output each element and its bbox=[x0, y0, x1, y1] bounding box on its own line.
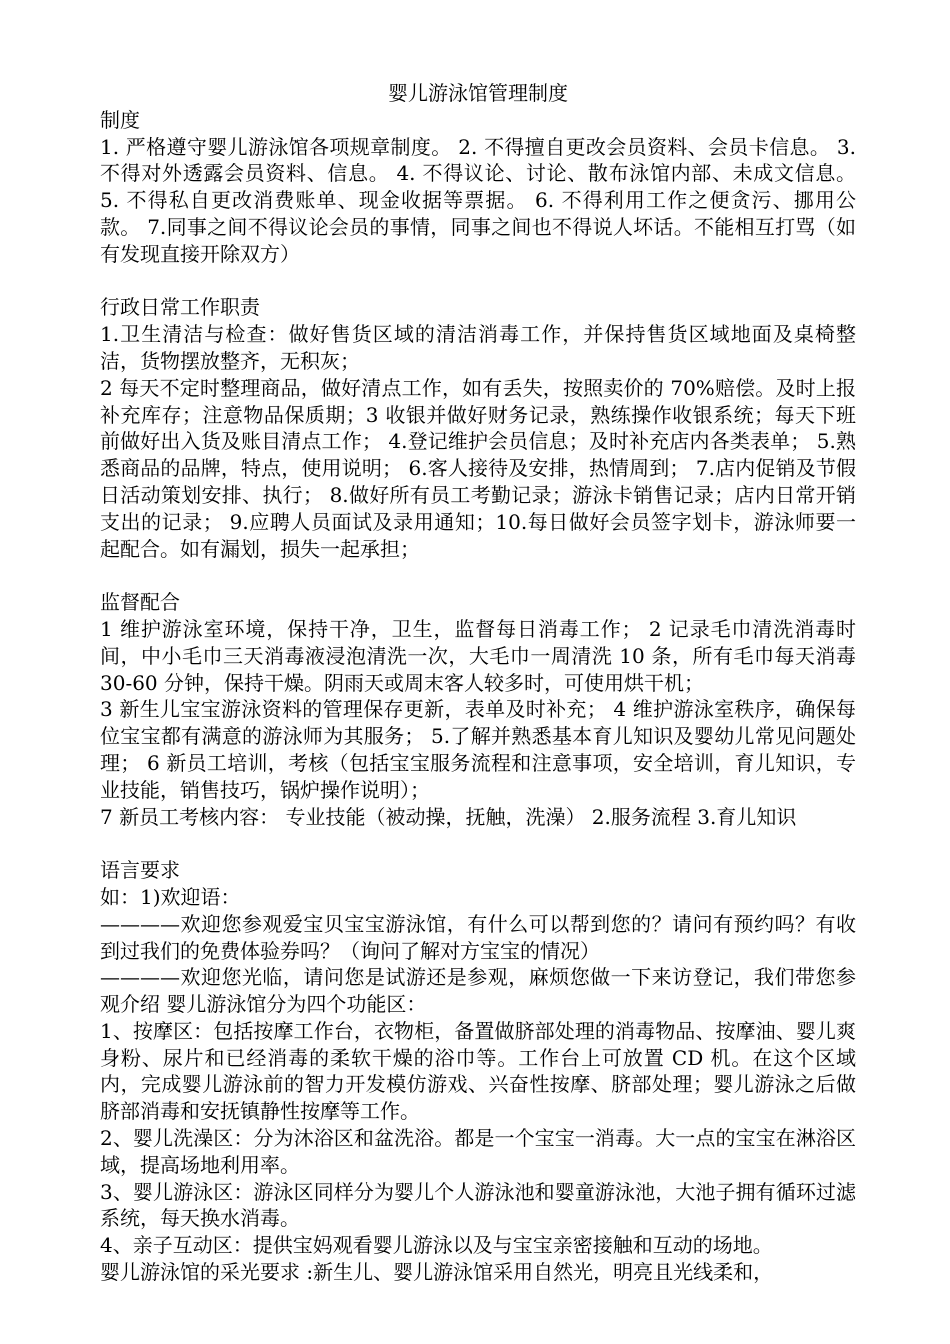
document-title: 婴儿游泳馆管理制度 bbox=[388, 81, 568, 105]
blank-line bbox=[100, 268, 856, 295]
paragraph: 3 新生儿宝宝游泳资料的管理保存更新，表单及时补充； 4 维护游泳室秩序，确保每位宝宝都有满意的游泳师为其服务； 5.了解并熟悉基本育儿知识及婴幼儿常见问题处理； 6 新员工培训，考核（包括宝宝服务流程和注意事项，安全培训，育儿知识，专业技能，销售技巧，锅炉操作说明）； bbox=[100, 697, 856, 802]
paragraph: 婴儿游泳馆的采光要求 :新生儿、婴儿游泳馆采用自然光，明亮且光线柔和， bbox=[100, 1260, 774, 1285]
paragraph: 1.卫生清洁与检查：做好售货区域的清洁消毒工作，并保持售货区域地面及桌椅整洁，货物摆放整齐，无积灰； bbox=[100, 322, 856, 373]
paragraph: 4、亲子互动区：提供宝妈观看婴儿游泳以及与宝宝亲密接触和互动的场地。 bbox=[100, 1233, 773, 1258]
paragraph: 1. 严格遵守婴儿游泳馆各项规章制度。 2. 不得擅自更改会员资料、会员卡信息。 3. 不得对外透露会员资料、信息。 4. 不得议论、讨论、散布泳馆内部、未成文信息。 5. 不得私自更改消费账单、现金收据等票据。 6. 不得利用工作之便贪污、挪用公款。 7.同事之间不得议论会员的事情，同事之间也不得说人坏话。不能相互打骂（如有发现直接开除双方） bbox=[100, 134, 856, 266]
paragraph: ————欢迎您参观爱宝贝宝宝游泳馆，有什么可以帮到您的？请问有预约吗？有收到过我们的免费体验券吗？（询问了解对方宝宝的情况） bbox=[100, 911, 856, 963]
blank-line bbox=[100, 562, 856, 589]
blank-line bbox=[100, 830, 856, 857]
paragraph: 1 维护游泳室环境，保持干净，卫生，监督每日消毒工作； 2 记录毛巾清洗消毒时间，中小毛巾三天消毒液浸泡清洗一次，大毛巾一周清洗 10 条，所有毛巾每天消毒 30-60 分钟，保持干燥。阴雨天或周末客人较多时，可使用烘干机； bbox=[100, 616, 856, 695]
paragraph: 1、按摩区：包括按摩工作台，衣物柜，备置做脐部处理的消毒物品、按摩油、婴儿爽身粉、尿片和已经消毒的柔软干燥的浴巾等。工作台上可放置 CD 机。在这个区域内，完成婴儿游泳前的智力开发模仿游戏、兴奋性按摩、脐部处理；婴儿游泳之后做脐部消毒和安抚镇静性按摩等工作。 bbox=[100, 1018, 856, 1124]
paragraph: 如：1)欢迎语： bbox=[100, 884, 241, 909]
paragraph: 3、婴儿游泳区：游泳区同样分为婴儿个人游泳池和婴童游泳池，大池子拥有循环过滤系统，每天换水消毒。 bbox=[100, 1179, 856, 1231]
section-heading-language: 语言要求 bbox=[100, 858, 180, 883]
paragraph: 2 每天不定时整理商品，做好清点工作，如有丢失，按照卖价的 70%赔偿。及时上报补充库存；注意物品保质期；3 收银并做好财务记录，熟练操作收银系统；每天下班前做好出入货及账目清点工作； 4.登记维护会员信息；及时补充店内各类表单； 5.熟悉商品的品牌，特点，使用说明； 6.客人接待及安排，热情周到； 7.店内促销及节假日活动策划安排、执行； 8.做好所有员工考勤记录；游泳卡销售记录；店内日常开销支出的记录； 9.应聘人员面试及录用通知；10.每日做好会员签字划卡，游泳师要一起配合。如有漏划，损失一起承担； bbox=[100, 375, 856, 561]
section-heading-supervision: 监督配合 bbox=[100, 590, 180, 615]
document-body bbox=[100, 80, 856, 1286]
paragraph: ————欢迎您光临，请问您是试游还是参观，麻烦您做一下来访登记，我们带您参观介绍 婴儿游泳馆分为四个功能区： bbox=[100, 965, 856, 1017]
paragraph: 7 新员工考核内容： 专业技能（被动操，抚触，洗澡） 2.服务流程 3.育儿知识 bbox=[100, 804, 797, 829]
section-heading-rules: 制度 bbox=[100, 107, 140, 132]
paragraph: 2、婴儿洗澡区：分为沐浴区和盆洗浴。都是一个宝宝一消毒。大一点的宝宝在淋浴区域，提高场地利用率。 bbox=[100, 1126, 856, 1177]
section-heading-admin-duties: 行政日常工作职责 bbox=[100, 295, 260, 320]
